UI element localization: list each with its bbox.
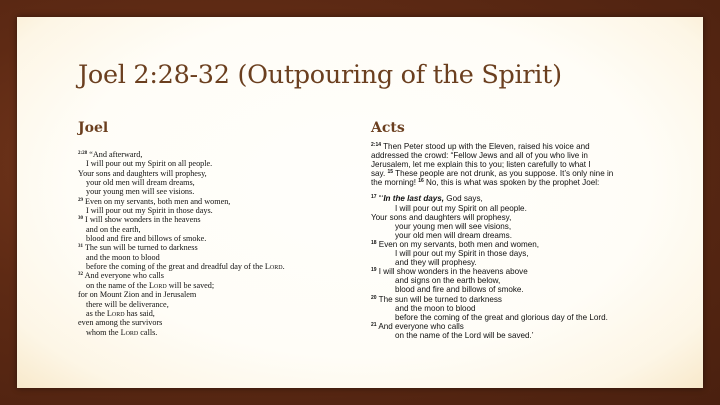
joel-line: before the coming of the great and dreadful day of the Lord. (86, 262, 285, 272)
joel-line: $^{31}$ The sun will be turned to darkness (78, 243, 198, 253)
acts-line: addressed the crowd: “Fellow Jews and all of you who live in (371, 151, 588, 161)
joel-line: and on the earth, (86, 224, 141, 234)
acts-line: and signs on the earth below, (395, 276, 501, 286)
verse-number: 21 (371, 321, 377, 328)
verse-number: 16 (418, 178, 424, 185)
verse-number: 18 (371, 239, 377, 246)
acts-line: and the moon to blood (395, 303, 476, 313)
slide-title: Joel 2:28-32 (Outpouring of the Spirit) (78, 60, 562, 90)
verse-number: 17 (371, 194, 377, 201)
acts-line: on the name of the Lord will be saved.’ (395, 330, 534, 340)
acts-line: $^{20}$ The sun will be turned to darkness (371, 294, 502, 304)
joel-line: I will pour out my Spirit on all people. (86, 159, 213, 169)
verse-number: 31 (78, 244, 83, 250)
joel-heading: Joel (78, 120, 109, 136)
joel-line: your old men will dream dreams, (86, 178, 195, 188)
joel-line: as the Lord has said, (86, 308, 155, 318)
acts-line: $^{17}$ “‘In the last days, God says, (371, 194, 483, 204)
joel-line: your young men will see visions. (86, 187, 195, 197)
acts-line: and they will prophesy. (395, 258, 477, 268)
joel-line: on the name of the Lord will be saved; (86, 280, 215, 290)
joel-line: $^{29}$ Even on my servants, both men and women, (78, 196, 231, 206)
verse-number: 20 (371, 294, 377, 301)
acts-line: blood and fire and billows of smoke. (395, 285, 524, 295)
acts-line: I will pour out my Spirit on all people. (395, 203, 527, 213)
paragraph-gap (371, 187, 671, 194)
acts-line: your young men will see visions, (395, 221, 512, 231)
verse-number: 30 (78, 216, 83, 222)
acts-heading: Acts (371, 120, 405, 136)
acts-line: say. $^{15}$ These people are not drunk, as you suppose. It’s only nine in (371, 169, 614, 179)
acts-line: your old men will dream dreams. (395, 230, 512, 240)
joel-line: $^{2:28}$ “And afterward, (78, 150, 143, 159)
acts-line: I will pour out my Spirit in those days, (395, 249, 529, 259)
joel-line: there will be deliverance, (86, 299, 169, 309)
acts-line: Jerusalem, let me explain this to you; listen carefully to what I (371, 160, 591, 170)
acts-line: Your sons and daughters will prophesy, (371, 212, 512, 222)
joel-line: for on Mount Zion and in Jerusalem (78, 290, 197, 300)
joel-line: Your sons and daughters will prophesy, (78, 168, 207, 178)
verse-number: 29 (78, 197, 83, 203)
joel-line: and the moon to blood (86, 252, 160, 262)
verse-number: 2:14 (371, 142, 382, 148)
acts-line: $^{21}$ And everyone who calls (371, 321, 464, 331)
joel-line: $^{30}$ I will show wonders in the heavens (78, 215, 201, 225)
joel-passage (78, 150, 348, 337)
acts-line: before the coming of the great and glorious day of the Lord. (395, 312, 608, 322)
joel-line: $^{32}$ And everyone who calls (78, 271, 164, 281)
acts-passage (371, 142, 671, 340)
joel-line: I will pour out my Spirit in those days. (86, 206, 213, 216)
joel-line: whom the Lord calls. (86, 327, 158, 337)
verse-number: 2:28 (78, 151, 88, 156)
acts-line: the morning! $^{16}$ No, this is what was spoken by the prophet Joel: (371, 178, 600, 188)
acts-line: $^{2:14}$ Then Peter stood up with the Eleven, raised his voice and (371, 142, 590, 151)
verse-number: 15 (387, 169, 394, 176)
acts-line: $^{18}$ Even on my servants, both men and women, (371, 239, 539, 249)
verse-number: 19 (371, 267, 377, 274)
acts-line: $^{19}$ I will show wonders in the heavens above (371, 267, 528, 277)
joel-line: blood and fire and billows of smoke. (86, 234, 207, 244)
joel-line: even among the survivors (78, 318, 163, 328)
verse-number: 32 (78, 272, 83, 278)
